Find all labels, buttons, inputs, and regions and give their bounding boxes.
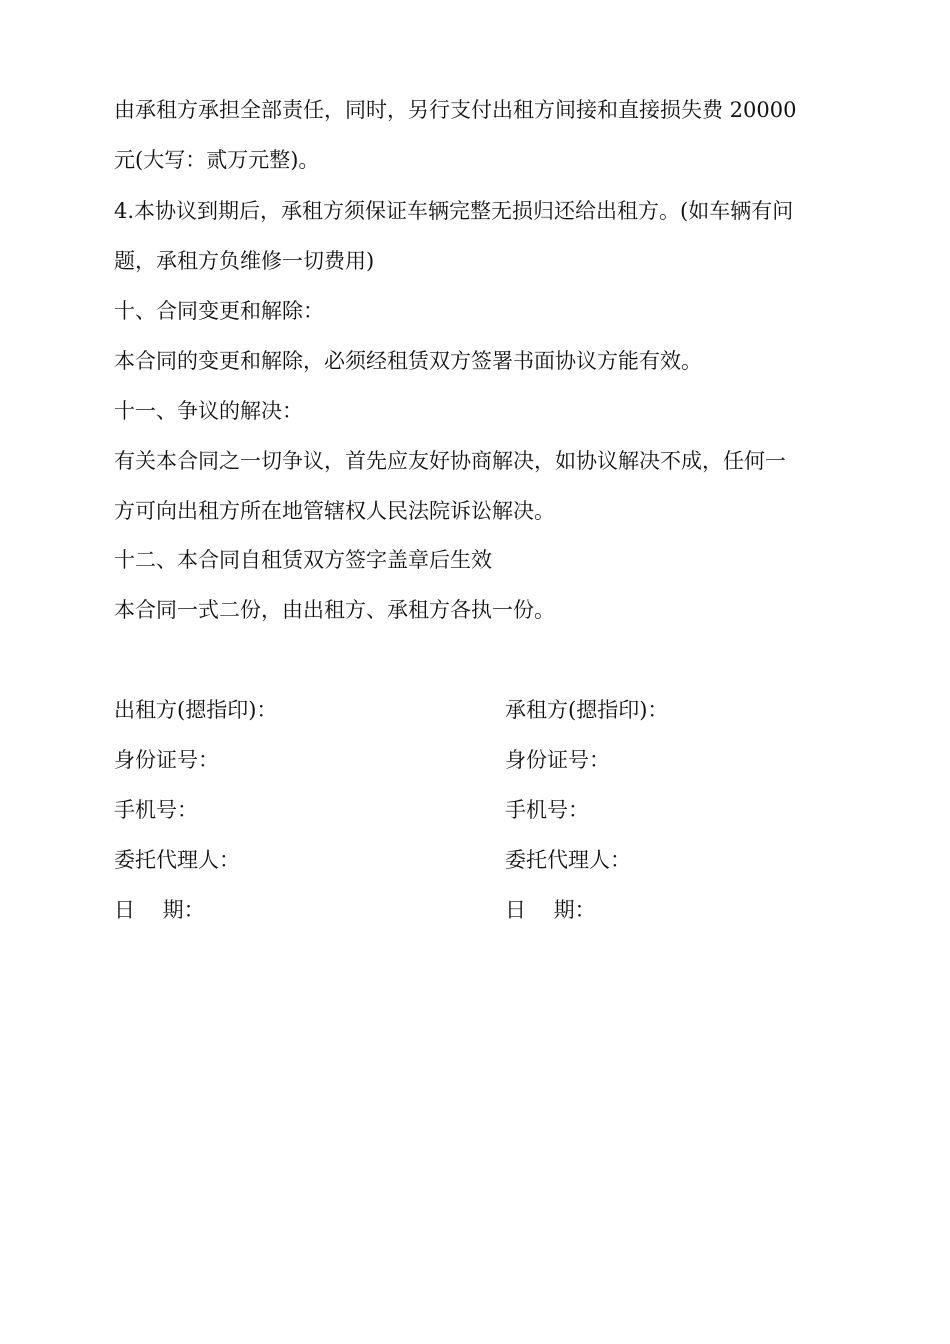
lessee-date-label: 日 期：	[505, 898, 596, 922]
lessor-party-label: 出租方(摁指印)：	[114, 698, 278, 722]
section-10-text: 本合同的变更和解除，必须经租赁双方签署书面协议方能有效。	[114, 349, 702, 373]
section-11-text-line-2: 方可向出租方所在地管辖权人民法院诉讼解决。	[114, 499, 555, 523]
clause-4-line-1: 4.本协议到期后，承租方须保证车辆完整无损归还给出租方。(如车辆有问	[114, 199, 794, 223]
lessee-phone-label: 手机号：	[505, 798, 589, 822]
lessor-agent-label: 委托代理人：	[114, 848, 240, 872]
lessee-party-label: 承租方(摁指印)：	[505, 698, 669, 722]
section-11-heading: 十一、争议的解决：	[114, 399, 303, 423]
lessor-phone-label: 手机号：	[114, 798, 198, 822]
lessee-id-number-label: 身份证号：	[505, 748, 610, 772]
lessee-agent-label: 委托代理人：	[505, 848, 631, 872]
copies-statement: 本合同一式二份，由出租方、承租方各执一份。	[114, 598, 555, 622]
section-11-text-line-1: 有关本合同之一切争议，首先应友好协商解决，如协议解决不成，任何一	[114, 449, 786, 473]
body-line-1: 由承租方承担全部责任，同时，另行支付出租方间接和直接损失费 20000	[114, 98, 797, 122]
section-10-heading: 十、合同变更和解除：	[114, 299, 324, 323]
clause-4-line-2: 题，承租方负维修一切费用)	[114, 249, 375, 273]
lessor-id-number-label: 身份证号：	[114, 748, 219, 772]
body-line-2: 元(大写：贰万元整)。	[114, 148, 320, 172]
lessor-date-label: 日 期：	[114, 898, 205, 922]
section-12-heading: 十二、本合同自租赁双方签字盖章后生效	[114, 548, 492, 572]
